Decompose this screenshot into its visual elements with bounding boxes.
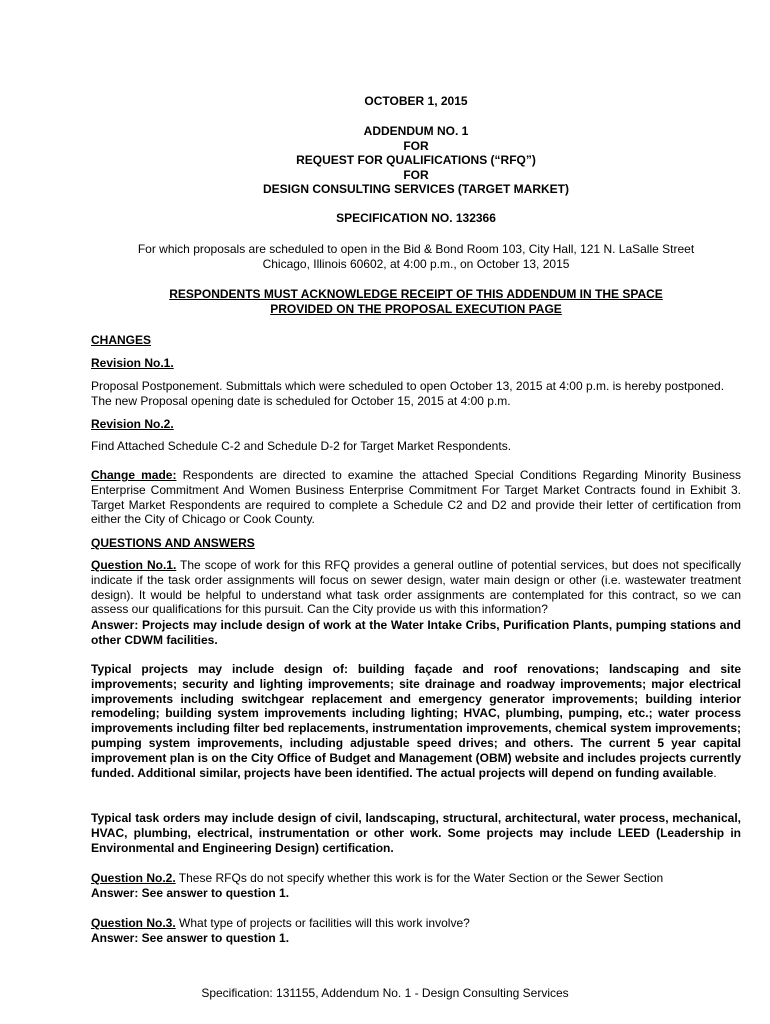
revision1-label: Revision No.1. bbox=[91, 356, 174, 370]
revision1-text: Proposal Postponement. Submittals which were scheduled to open October 13, 2015 at 4:00 p.m. is hereby postponed. The new Proposal opening date is scheduled for October 15, 2015 at 4:00 p.m. bbox=[91, 379, 725, 408]
title-line: ADDENDUM NO. 1 bbox=[363, 124, 469, 138]
change-made-paragraph bbox=[91, 468, 741, 527]
question1-label: Question No.1. bbox=[91, 558, 177, 572]
answer1-paragraph3: Typical task orders may include design of civil, landscaping, structural, architectural, water process, mechanical, HVAC, plumbing, electrical, instrumentation or other work. Some projects may include LEED (Leadership in Environmental and Engineering Design) certification. bbox=[91, 811, 741, 855]
question2-label: Question No.2. bbox=[91, 871, 176, 885]
specification-number: SPECIFICATION NO. 132366 bbox=[336, 211, 496, 225]
question2-text: These RFQs do not specify whether this work is for the Water Section or the Sewer Section bbox=[175, 871, 664, 885]
intro-text bbox=[91, 242, 741, 272]
title-line: FOR bbox=[403, 138, 429, 153]
question3-label: Question No.3. bbox=[91, 916, 176, 930]
intro-line: For which proposals are scheduled to open in the Bid & Bond Room 103, City Hall, 121 N. LaSalle Street bbox=[137, 242, 695, 256]
question1-text: The scope of work for this RFQ provides a general outline of potential services, but does not specifically indicate if the task order assignments will focus on sewer design, water main design or other (i.e. wastewater treatment design). It would be helpful to understand what task order assignments are contemplated for this contract, so we can assess our qualifications for this pursuit. Can the City provide us with this information? bbox=[91, 558, 741, 617]
page-footer: Specification: 131155, Addendum No. 1 - Design Consulting Services bbox=[201, 986, 569, 1000]
qa-heading: QUESTIONS AND ANSWERS bbox=[91, 536, 255, 550]
answer1-paragraph2-end: . bbox=[713, 765, 717, 780]
question3-text: What type of projects or facilities will this work involve? bbox=[175, 916, 470, 930]
title-line: REQUEST FOR QUALIFICATIONS (“RFQ”) bbox=[296, 153, 536, 167]
acknowledge-notice bbox=[91, 287, 741, 317]
document-title bbox=[91, 124, 741, 197]
acknowledge-line: RESPONDENTS MUST ACKNOWLEDGE RECEIPT OF THIS ADDENDUM IN THE SPACE bbox=[169, 287, 663, 301]
question3-paragraph bbox=[91, 916, 741, 931]
change-made-text: Respondents are directed to examine the attached Special Conditions Regarding Minority Business Enterprise Commitment And Women Business Enterprise Commitment For Target Market Contracts found in Exhibit 3. Target Market Respondents are required to complete a Schedule C2 and D2 and provide their letter of certification from either the City of Chicago or Cook County. bbox=[91, 468, 741, 527]
answer1-paragraph2-text: Typical projects may include design of: building façade and roof renovations; landscaping and site improvements; security and lighting improvements; site drainage and roadway improvements; major electrical improvements including switchgear replacement and emergency generator improvements; building interior remodeling; building system improvements including lighting; HVAC, plumbing, pumping, etc.; water process improvements including filter bed replacements, instrumentation improvements, chemical system improvements; pumping system improvements, including adjustable speed drives; and others. The current 5 year capital improvement plan is on the City Office of Budget and Management (OBM) website and includes projects currently funded. Additional similar, projects have been identified. The actual projects will depend on funding available bbox=[91, 662, 741, 780]
acknowledge-line: PROVIDED ON THE PROPOSAL EXECUTION PAGE bbox=[270, 302, 562, 316]
revision2-text: Find Attached Schedule C-2 and Schedule D-2 for Target Market Respondents. bbox=[91, 439, 512, 453]
answer1-text: Answer: Projects may include design of work at the Water Intake Cribs, Purification Plants, pumping stations and other CDWM facilities. bbox=[91, 618, 741, 647]
answer2-text: Answer: See answer to question 1. bbox=[91, 886, 290, 900]
answer1-paragraph2 bbox=[91, 662, 741, 780]
title-line: DESIGN CONSULTING SERVICES (TARGET MARKET) bbox=[262, 182, 569, 196]
question1-paragraph bbox=[91, 558, 741, 617]
changes-heading: CHANGES bbox=[91, 333, 152, 347]
revision2-label: Revision No.2. bbox=[91, 417, 174, 431]
answer3-text: Answer: See answer to question 1. bbox=[91, 931, 290, 945]
question2-paragraph bbox=[91, 871, 741, 886]
intro-line: Chicago, Illinois 60602, at 4:00 p.m., on October 13, 2015 bbox=[262, 257, 570, 271]
document-date: OCTOBER 1, 2015 bbox=[364, 94, 468, 108]
title-line: FOR bbox=[403, 167, 429, 182]
change-made-label: Change made: bbox=[91, 468, 177, 482]
